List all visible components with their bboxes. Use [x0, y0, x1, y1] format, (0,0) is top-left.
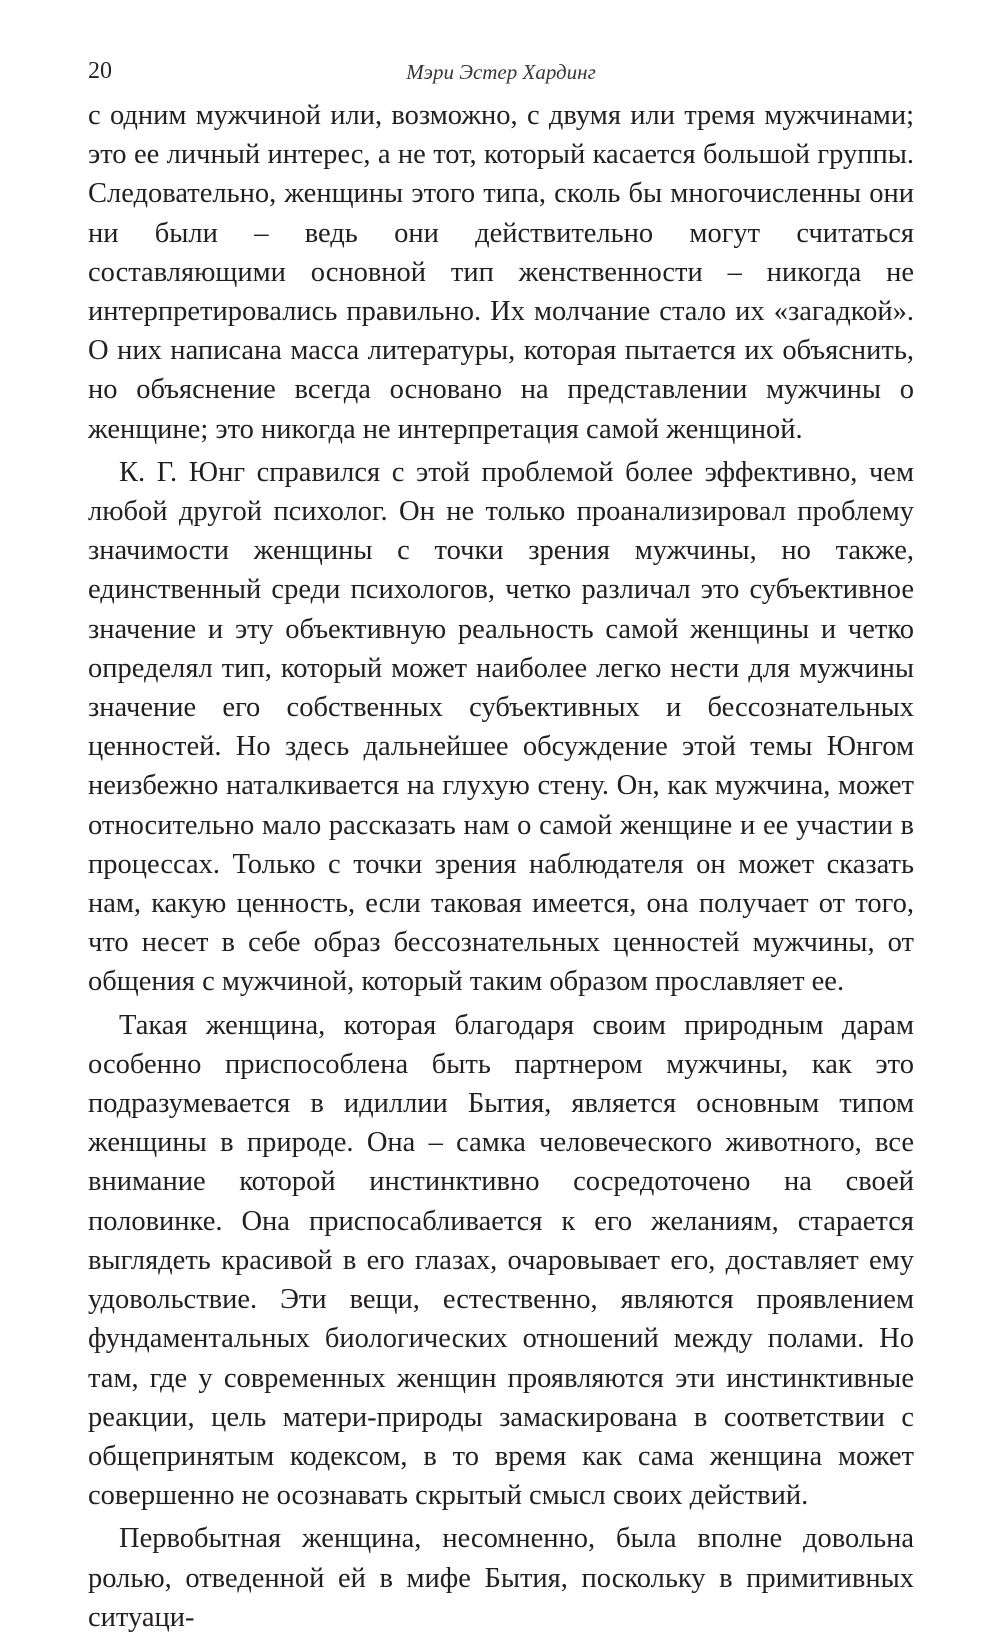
paragraph-continued: с одним мужчиной или, возможно, с двумя или тремя мужчинами; это ее личный интерес, а не тот, который касается большой группы. Следовательно, женщины этого типа, сколь бы многочисленны они ни были – ведь они действительно могут считаться составляющими основной тип женственности – никогда не интерпретировались правильно. Их молчание стало их «загадкой». О них написана масса литературы, которая пытается их объяснить, но объяснение всегда основано на представлении мужчины о женщине; это никогда не интерпретация самой женщиной.	[88, 100, 914, 445]
paragraph-primitive-woman: Первобытная женщина, несомненно, была вполне довольна ролью, отведенной ей в мифе Бытия, поскольку в примитивных ситуаци-	[88, 1523, 914, 1633]
paragraph-jung: К. Г. Юнг справился с этой проблемой более эффективно, чем любой другой психолог. Он не только проанализировал проблему значимости женщины с точки зрения мужчины, но также, единственный среди психологов, четко различал это субъективное значение и эту объективную реальность самой женщины и четко определял тип, который может наиболее легко нести для мужчины значение его собственных субъективных и бессознательных ценностей. Но здесь дальнейшее обсуждение этой темы Юнгом неизбежно наталкивается на глухую стену. Он, как мужчина, может относительно мало рассказать нам о самой женщине и ее участии в процессах. Только с точки зрения наблюдателя он может сказать нам, какую ценность, если таковая имеется, она получает от того, что несет в себе образ бессознательных ценностей мужчины, от общения с мужчиной, который таким образом прославляет ее.	[88, 456, 914, 998]
paragraph-nature-woman: Такая женщина, которая благодаря своим природным дарам особенно приспособлена быть партнером мужчины, как это подразумевается в идиллии Бытия, является основным типом женщины в природе. Она – самка человеческого животного, все внимание которой инстинктивно сосредоточено на своей половинке. Она приспосабливается к его желаниям, старается выглядеть красивой в его глазах, очаровывает его, доставляет ему удовольствие. Эти вещи, естественно, являются проявлением фундаментальных биологических отношений между полами. Но там, где у современных женщин проявляются эти инстинктивные реакции, цель матери-природы замаскирована в соответствии с общепринятым кодексом, в то время как сама женщина может совершенно не осознавать скрытый смысл своих действий.	[88, 1009, 914, 1512]
page-header	[88, 58, 914, 88]
page-number: 20	[88, 58, 112, 84]
body-text	[88, 96, 914, 1637]
running-title: Мэри Эстер Хардинг	[406, 60, 596, 84]
